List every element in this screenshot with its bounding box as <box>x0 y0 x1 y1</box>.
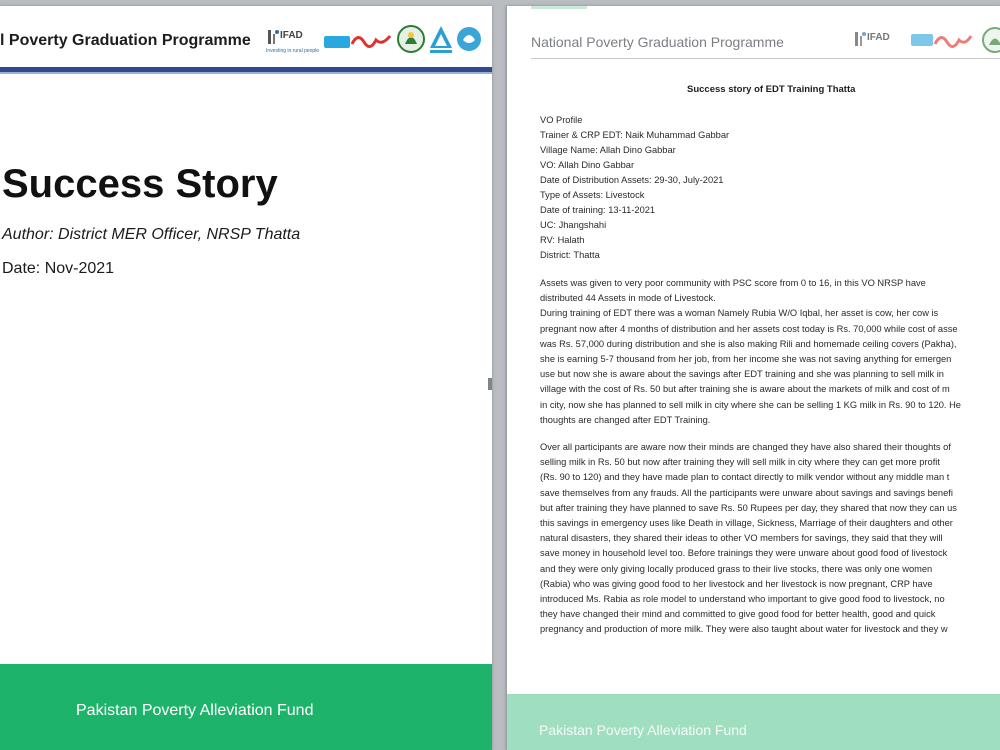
paragraph-line: (Rabia) who was giving good food to her livestock and her livestock is now pregnant, CRP have <box>540 578 933 589</box>
profile-line: Date of training: 13-11-2021 <box>540 205 656 215</box>
header-accent <box>531 6 587 9</box>
paragraph-line: pregnancy and production of more milk. They were also taught about water for livestock and they w <box>540 624 948 635</box>
scrollbar-handle[interactable] <box>488 378 492 390</box>
ehsaas-blue-logo-icon <box>324 36 350 48</box>
footer-band <box>0 664 492 750</box>
footer-text: Pakistan Poverty Alleviation Fund <box>76 702 314 719</box>
story-page <box>506 6 1000 750</box>
paragraph-line: they have changed their mind and committed to give good food for better health, good and quick <box>540 609 936 620</box>
ehsaas-script-logo-icon <box>933 28 973 50</box>
programme-header-title: l Poverty Graduation Programme <box>0 32 251 49</box>
bisp-triangle-logo-icon <box>428 24 454 54</box>
paragraph-line: introduced Ms. Rabia as role model to understand who important to give good food to livestock, no <box>540 594 945 605</box>
paragraph-line: she is earning 5-7 thousand from her job, from her income she was not saving anything for emergen <box>540 354 952 365</box>
partner-logos <box>262 24 484 58</box>
story-paragraph <box>540 276 1000 428</box>
ehsaas-script-logo-icon <box>350 28 392 50</box>
paragraph-line: Assets was given to very poor community with PSC score from 0 to 16, in this VO NRSP have <box>540 278 926 288</box>
header-rule-accent <box>0 72 492 74</box>
pakistan-circle-logo-icon <box>456 26 482 52</box>
profile-line: Trainer & CRP EDT: Naik Muhammad Gabbar <box>540 130 730 140</box>
paragraph-line: (Rs. 90 to 120) and they have made plan to contact directly to milk vendor without any middle man t <box>540 472 950 483</box>
profile-line: Type of Assets: Livestock <box>540 190 645 200</box>
government-emblem-icon <box>981 26 1000 54</box>
paragraph-line: selling milk in Rs. 50 but now after training they will sell milk in city where they can get more profit <box>540 457 940 468</box>
ifad-logo-text: IFAD <box>280 30 303 41</box>
programme-header-title: National Poverty Graduation Programme <box>531 34 784 50</box>
profile-line: Date of Distribution Assets: 29-30, July-2021 <box>540 175 724 185</box>
cover-title: Success Story <box>2 162 278 206</box>
vo-profile <box>540 113 729 263</box>
paragraph-line: Over all participants are aware now their minds are changed they have also shared their thoughts of <box>540 442 951 452</box>
paragraph-line: was Rs. 57,000 during distribution and she is also making Rili and homemade ceiling covers (Pakha), <box>540 338 957 349</box>
paragraph-line: but after training they have planned to save Rs. 50 Rupees per day, they shared that now they can us <box>540 502 957 513</box>
profile-line: VO Profile <box>540 115 583 125</box>
ifad-logo-text: IFAD <box>867 32 890 43</box>
cover-author: Author: District MER Officer, NRSP Thatta <box>2 226 301 243</box>
paragraph-line: During training of EDT there was a woman Namely Rubia W/O Iqbal, her asset is cow, her cow is <box>540 308 939 319</box>
ehsaas-blue-logo-icon <box>911 34 933 46</box>
ifad-logo-icon <box>266 28 280 46</box>
profile-line: VO: Allah Dino Gabbar <box>540 160 635 170</box>
ifad-tagline: Investing in rural people <box>266 48 320 54</box>
paragraph-line: this savings in emergency uses like Death in village, Sickness, Marriage of their daughters and other <box>540 518 953 529</box>
paragraph-line: pregnant now after 4 months of distribution and her assets cost today is Rs. 70,000 while cost of asse <box>540 323 958 334</box>
paragraph-line: natural disasters, they shared their ideas to other VO members for savings, they said that they will <box>540 533 943 544</box>
footer-band <box>507 694 1000 750</box>
ifad-logo-icon <box>853 30 867 48</box>
paragraph-line: in city, now she has planned to sell milk in city where she can be selling 1 KG milk in Rs. 90 to 120. He <box>540 399 961 410</box>
profile-line: Village Name: Allah Dino Gabbar <box>540 145 676 155</box>
paragraph-line: and they were only giving locally produced grass to their live stocks, there was only one women <box>540 563 933 574</box>
profile-line: RV: Halath <box>540 235 585 245</box>
paragraph-line: save themselves from any frauds. All the participants were unware about savings and savings benefi <box>540 487 953 498</box>
story-paragraph <box>540 440 1000 638</box>
profile-line: UC: Jhangshahi <box>540 220 607 230</box>
government-emblem-icon <box>396 24 426 54</box>
story-title: Success story of EDT Training Thatta <box>687 84 856 95</box>
header-rule <box>531 58 1000 59</box>
paragraph-line: village with the cost of Rs. 50 but after training she is aware about the markets of milk and cost of m <box>540 384 950 395</box>
cover-date: Date: Nov-2021 <box>2 260 115 277</box>
paragraph-line: save money in household level too. Before trainings they were unware about good food of livestock <box>540 548 948 559</box>
paragraph-line: thoughts are changed after EDT Training. <box>540 414 711 425</box>
partner-logos <box>853 24 1000 58</box>
paragraph-line: distributed 44 Assets in mode of Livestock. <box>540 293 716 304</box>
paragraph-line: use but now she is aware about the savings after EDT training and she was planning to sell milk in <box>540 369 944 380</box>
footer-text: Pakistan Poverty Alleviation Fund <box>539 722 747 738</box>
profile-line: District: Thatta <box>540 250 600 260</box>
cover-page <box>0 6 492 750</box>
